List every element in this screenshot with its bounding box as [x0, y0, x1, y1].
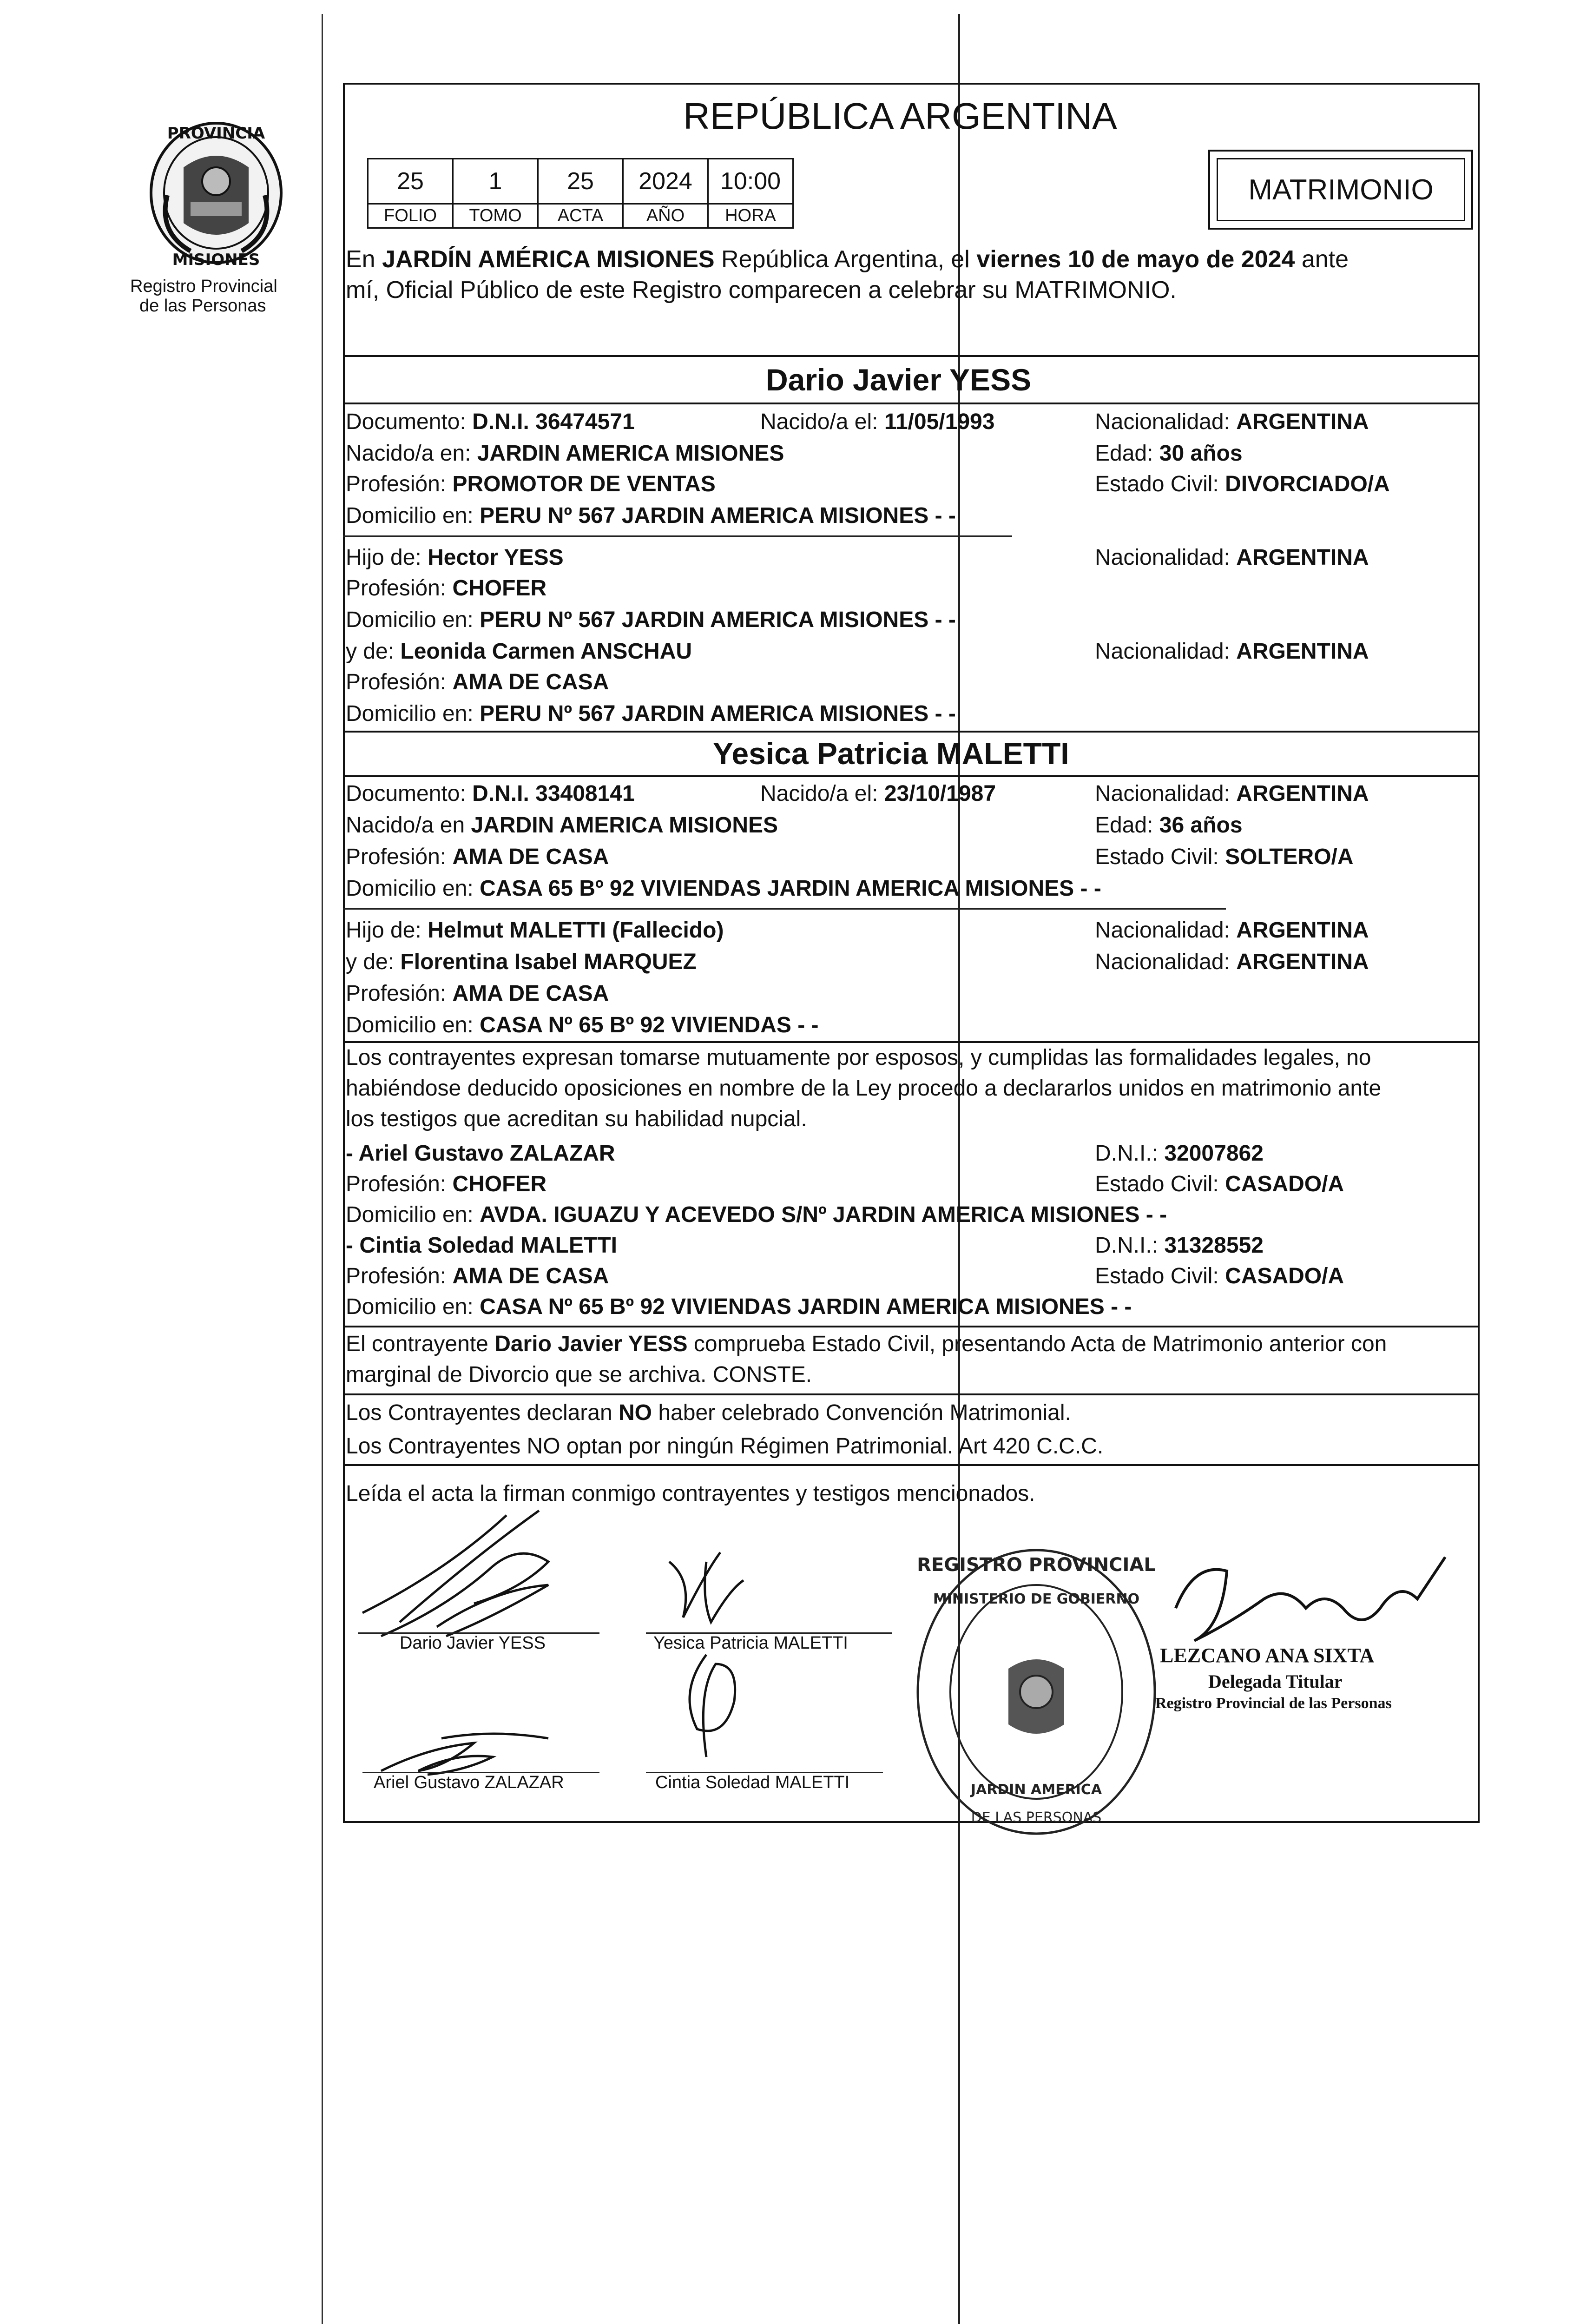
witness1-name: - Ariel Gustavo ZALAZAR	[346, 1141, 615, 1166]
witness2-dni: D.N.I.: 31328552	[1095, 1233, 1264, 1258]
spouse2-name: Yesica Patricia MALETTI	[713, 736, 1069, 771]
declaration-line2: habiéndose deducido oposiciones en nombre de la Ley procedo a declararlos unidos en matrimonio ante	[346, 1076, 1382, 1101]
spouse1-father-profession: Profesión: CHOFER	[346, 576, 547, 601]
signature-label-ariel: Ariel Gustavo ZALAZAR	[374, 1773, 564, 1792]
svg-text:DE LAS PERSONAS: DE LAS PERSONAS	[971, 1809, 1102, 1826]
regime-line1: Los Contrayentes declaran NO haber celebrado Convención Matrimonial.	[346, 1400, 1071, 1425]
provincial-seal-icon	[139, 112, 293, 279]
witness2-civil-status: Estado Civil: CASADO/A	[1095, 1264, 1344, 1288]
official-stamp-icon	[902, 1534, 1171, 1850]
act-type-box	[1208, 150, 1473, 230]
civil-status-note-line1: El contrayente Dario Javier YESS comprueba Estado Civil, presentando Acta de Matrimonio anterior con	[346, 1332, 1387, 1356]
spouse2-address: Domicilio en: CASA 65 Bº 92 VIVIENDAS JARDIN AMERICA MISIONES - -	[346, 876, 1101, 901]
spouse1-father: Hijo de: Hector YESS	[346, 545, 564, 570]
official-org: Registro Provincial de las Personas	[1155, 1695, 1392, 1712]
spouse1-mother-nationality: Nacionalidad: ARGENTINA	[1095, 639, 1369, 664]
witness1-profession: Profesión: CHOFER	[346, 1172, 547, 1196]
svg-text:PROVINCIA: PROVINCIA	[167, 124, 265, 143]
witness2-address: Domicilio en: CASA Nº 65 Bº 92 VIVIENDAS JARDIN AMERICA MISIONES - -	[346, 1294, 1132, 1319]
spouse1-mother: y de: Leonida Carmen ANSCHAU	[346, 639, 692, 664]
official-name: LEZCANO ANA SIXTA	[1160, 1644, 1375, 1667]
svg-text:JARDIN AMERICA: JARDIN AMERICA	[970, 1782, 1102, 1798]
acta-value: 25	[537, 158, 624, 205]
spouse2-father: Hijo de: Helmut MALETTI (Fallecido)	[346, 918, 724, 943]
spouse1-mother-address: Domicilio en: PERU Nº 567 JARDIN AMERICA MISIONES - -	[346, 701, 956, 726]
witness2-profession: Profesión: AMA DE CASA	[346, 1264, 609, 1288]
intro-line1: En JARDÍN AMÉRICA MISIONES República Argentina, el viernes 10 de mayo de 2024 ante	[346, 246, 1349, 273]
witness1-dni: D.N.I.: 32007862	[1095, 1141, 1264, 1166]
folio-value: 25	[367, 158, 454, 205]
spouse2-birthdate: Nacido/a el: 23/10/1987	[760, 781, 996, 806]
witness1-civil-status: Estado Civil: CASADO/A	[1095, 1172, 1344, 1196]
witness1-address: Domicilio en: AVDA. IGUAZU Y ACEVEDO S/Nº JARDIN AMERICA MISIONES - -	[346, 1202, 1167, 1227]
spouse1-father-nationality: Nacionalidad: ARGENTINA	[1095, 545, 1369, 570]
folio-label: FOLIO	[367, 203, 454, 229]
declaration-line3: los testigos que acreditan su habilidad nupcial.	[346, 1107, 807, 1131]
spouse1-nationality: Nacionalidad: ARGENTINA	[1095, 409, 1369, 434]
spouse2-father-nationality: Nacionalidad: ARGENTINA	[1095, 918, 1369, 943]
margin-line	[322, 14, 323, 2324]
hour-label: HORA	[707, 203, 794, 229]
signature-label-yesica: Yesica Patricia MALETTI	[653, 1633, 848, 1653]
spouse2-age: Edad: 36 años	[1095, 813, 1243, 838]
spouse2-mother: y de: Florentina Isabel MARQUEZ	[346, 950, 697, 974]
spouse2-civil-status: Estado Civil: SOLTERO/A	[1095, 845, 1354, 869]
civil-status-note-line2: marginal de Divorcio que se archiva. CONSTE.	[346, 1362, 812, 1387]
spouse1-profession: Profesión: PROMOTOR DE VENTAS	[346, 472, 716, 496]
svg-text:REGISTRO PROVINCIAL: REGISTRO PROVINCIAL	[917, 1554, 1156, 1576]
official-role: Delegada Titular	[1208, 1671, 1343, 1692]
reading-statement: Leída el acta la firman conmigo contrayentes y testigos mencionados.	[346, 1481, 1035, 1506]
year-label: AÑO	[622, 203, 709, 229]
svg-text:MISIONES: MISIONES	[172, 251, 260, 269]
acta-label: ACTA	[537, 203, 624, 229]
spouse2-document: Documento: D.N.I. 33408141	[346, 781, 635, 806]
hour-value: 10:00	[707, 158, 794, 205]
witness2-name: - Cintia Soledad MALETTI	[346, 1233, 617, 1258]
spouse1-civil-status: Estado Civil: DIVORCIADO/A	[1095, 472, 1390, 496]
spouse1-father-address: Domicilio en: PERU Nº 567 JARDIN AMERICA MISIONES - -	[346, 607, 956, 632]
spouse1-name: Dario Javier YESS	[766, 363, 1032, 397]
spouse1-birthdate: Nacido/a el: 11/05/1993	[760, 409, 995, 434]
signature-cintia-icon	[669, 1636, 762, 1776]
spouse2-profession: Profesión: AMA DE CASA	[346, 845, 609, 869]
spouse2-mother-nationality: Nacionalidad: ARGENTINA	[1095, 950, 1369, 974]
spouse1-document: Documento: D.N.I. 36474571	[346, 409, 635, 434]
country-title: REPÚBLICA ARGENTINA	[683, 95, 1117, 137]
signature-label-dario: Dario Javier YESS	[400, 1633, 546, 1653]
intro-line2: mí, Oficial Público de este Registro comparecen a celebrar su MATRIMONIO.	[346, 277, 1177, 304]
logo-line2: de las Personas	[139, 296, 266, 316]
act-type: MATRIMONIO	[1248, 173, 1434, 206]
tomo-value: 1	[452, 158, 539, 205]
registry-table	[367, 158, 795, 229]
regime-line2: Los Contrayentes NO optan por ningún Régimen Patrimonial. Art 420 C.C.C.	[346, 1434, 1104, 1459]
signature-dario-icon	[353, 1497, 613, 1650]
spouse1-age: Edad: 30 años	[1095, 441, 1243, 466]
year-value: 2024	[622, 158, 709, 205]
tomo-label: TOMO	[452, 203, 539, 229]
spouse2-nationality: Nacionalidad: ARGENTINA	[1095, 781, 1369, 806]
spouse2-mother-profession: Profesión: AMA DE CASA	[346, 981, 609, 1006]
logo-line1: Registro Provincial	[130, 277, 277, 296]
svg-text:MINISTERIO DE GOBIERNO: MINISTERIO DE GOBIERNO	[933, 1591, 1140, 1607]
declaration-line1: Los contrayentes expresan tomarse mutuamente por esposos, y cumplidas las formalidades legales, no	[346, 1045, 1371, 1070]
spouse1-mother-profession: Profesión: AMA DE CASA	[346, 670, 609, 694]
spouse1-birthplace: Nacido/a en: JARDIN AMERICA MISIONES	[346, 441, 784, 466]
spouse2-birthplace: Nacido/a en JARDIN AMERICA MISIONES	[346, 813, 778, 838]
signature-yesica-icon	[651, 1543, 771, 1636]
spouse1-address: Domicilio en: PERU Nº 567 JARDIN AMERICA MISIONES - -	[346, 503, 956, 528]
signature-label-cintia: Cintia Soledad MALETTI	[655, 1773, 850, 1792]
spouse2-mother-address: Domicilio en: CASA Nº 65 Bº 92 VIVIENDAS - -	[346, 1013, 819, 1037]
registry-logo	[130, 112, 297, 316]
